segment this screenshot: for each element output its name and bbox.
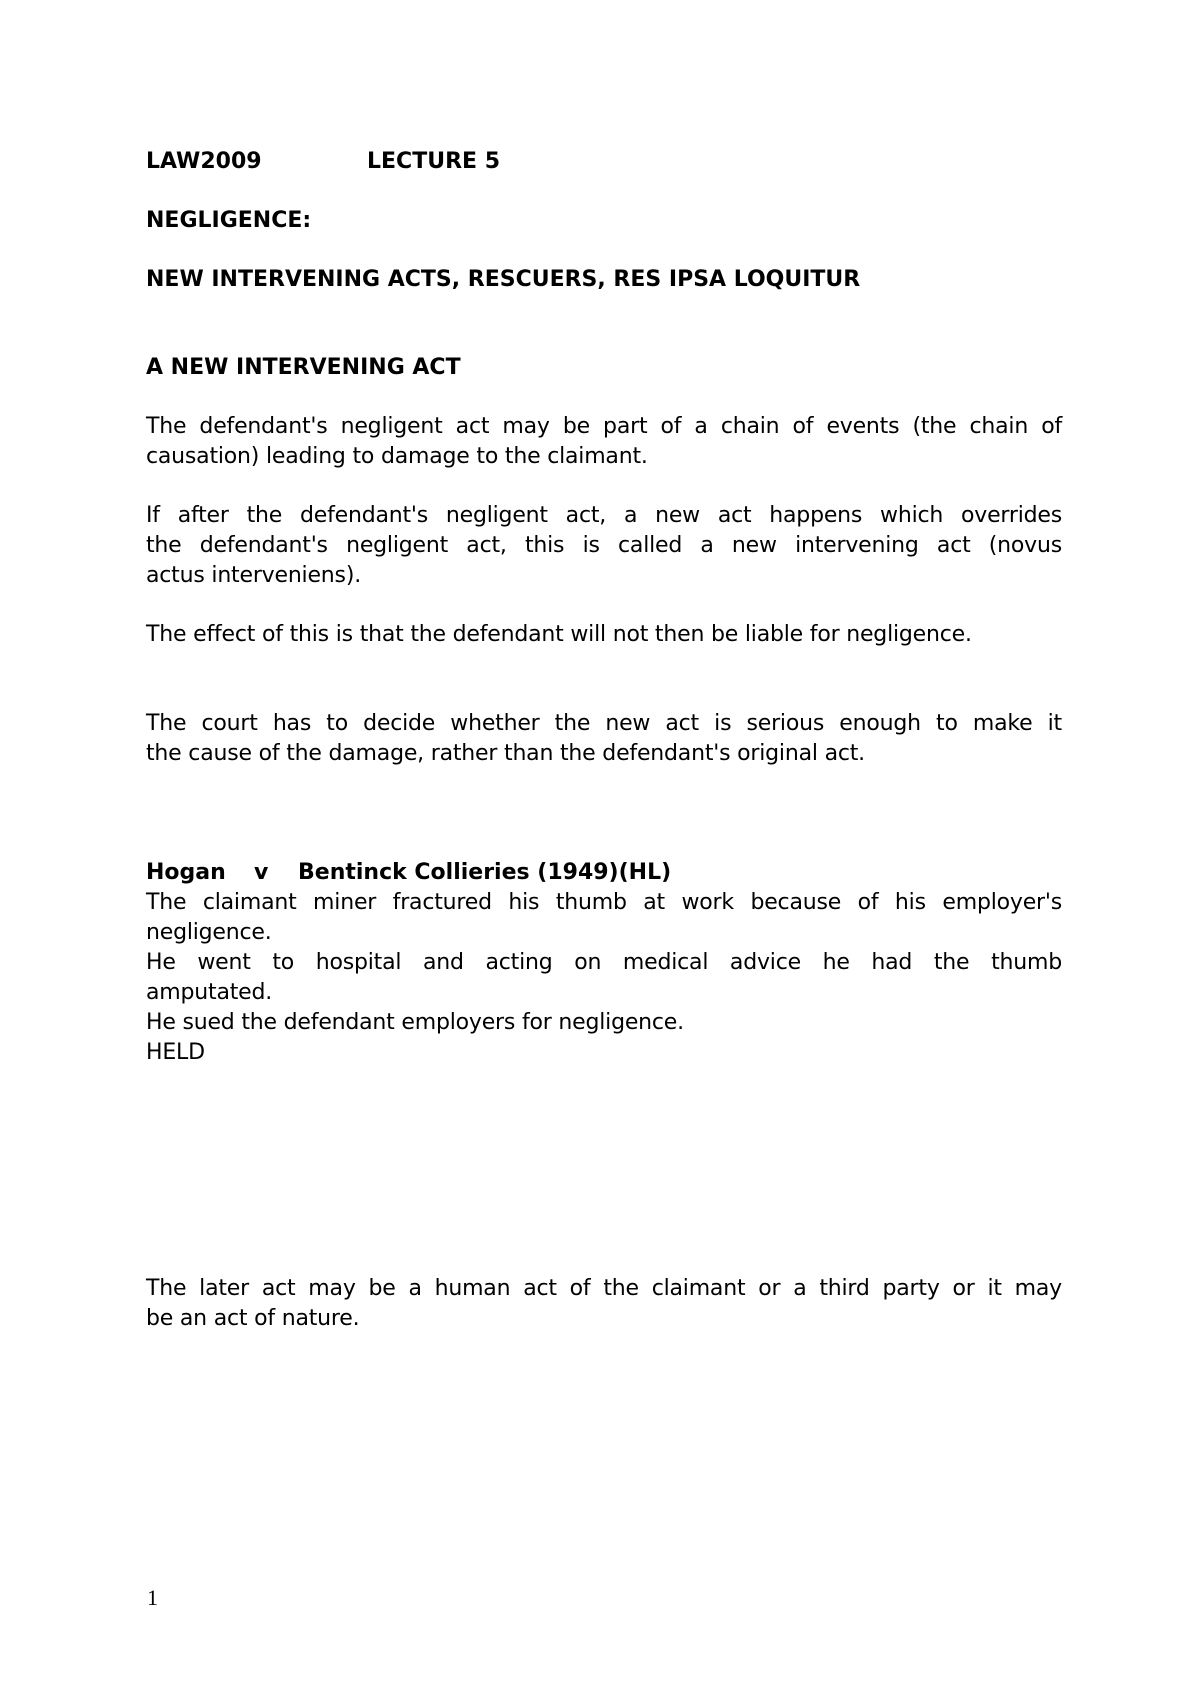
topics-heading: NEW INTERVENING ACTS, RESCUERS, RES IPSA LOQUITUR [146, 267, 861, 292]
course-code: LAW2009 [146, 149, 262, 174]
para2-line2: the defendant's negligent act, this is called a new intervening act (novus [146, 533, 1062, 558]
closing-line1: The later act may be a human act of the claimant or a third party or it may [146, 1276, 1062, 1301]
para4-line1: The court has to decide whether the new act is serious enough to make it [146, 711, 1062, 736]
para4-line2: the cause of the damage, rather than the defendant's original act. [146, 741, 865, 766]
page-number: 1 [147, 1585, 158, 1610]
lecture-label: LECTURE 5 [367, 149, 500, 174]
case-fact-line1: The claimant miner fractured his thumb at work because of his employer's [146, 890, 1062, 915]
para1-line1: The defendant's negligent act may be part of a chain of events (the chain of [146, 414, 1062, 439]
case-defendant-citation: Bentinck Collieries (1949)(HL) [298, 860, 672, 885]
case-fact-line2: negligence. [146, 920, 272, 945]
held-label: HELD [146, 1040, 205, 1065]
case-fact-line3: He went to hospital and acting on medical advice he had the thumb [146, 950, 1062, 975]
closing-line2: be an act of nature. [146, 1306, 360, 1331]
case-versus: v [254, 860, 269, 885]
case-claimant: Hogan [146, 860, 226, 885]
subject-heading: NEGLIGENCE: [146, 208, 312, 233]
para2-line1: If after the defendant's negligent act, a new act happens which overrides [146, 503, 1062, 528]
para2-line3: actus interveniens). [146, 563, 361, 588]
section-title: A NEW INTERVENING ACT [146, 355, 461, 380]
case-fact-line4: amputated. [146, 980, 273, 1005]
case-fact-line5: He sued the defendant employers for negligence. [146, 1010, 684, 1035]
para3-line1: The effect of this is that the defendant will not then be liable for negligence. [146, 622, 972, 647]
para1-line2: causation) leading to damage to the claimant. [146, 444, 648, 469]
